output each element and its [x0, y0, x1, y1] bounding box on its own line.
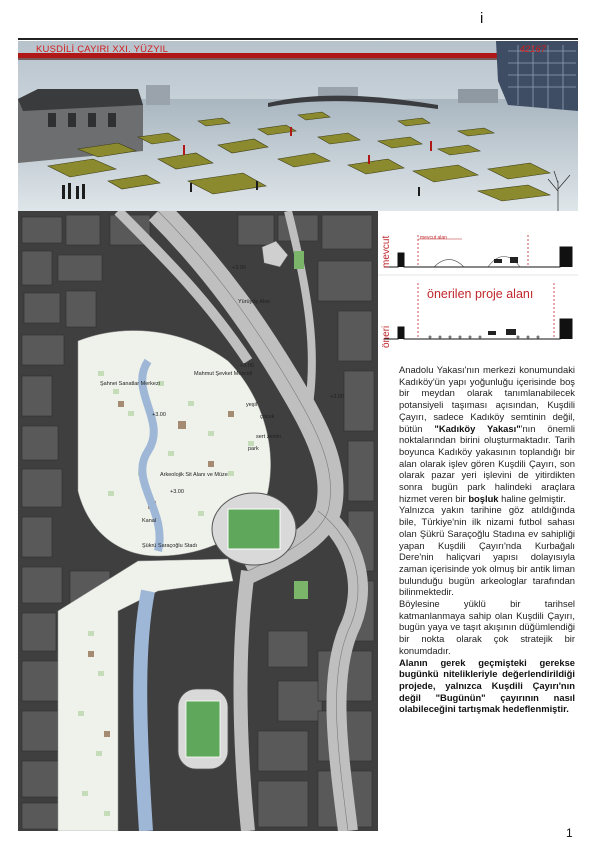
banner-render — [18, 41, 578, 211]
map-label-arkeoloji: Arkeolojik Sit Alanı ve Müze — [160, 472, 228, 478]
site-plan-drawing — [18, 211, 378, 831]
description-paragraph-2: Yalnızca yakın tarihine göz atıldığında bile, Türkiye'nin ilk nizami futbol sahası olan Şükrü Saraçoğlu Stadına ev sahipliği yapan Kuşdili Çayırı'nda Kurbağalı Dere'nin haliçvari yapısı dolayısıyla zaman içerisinde yok olmuş bir antik liman bulunduğu bugün arkeologlar tarafından bilinmektedir. — [399, 504, 575, 598]
map-label-sahne: Şahnei Sanatlar Merkezi — [100, 381, 160, 387]
map-label-level-4: +3.00 — [170, 489, 184, 495]
label-mevcut: mevcut — [381, 235, 392, 268]
description-text — [399, 364, 575, 715]
map-label-cocuk: çocuk — [260, 414, 275, 420]
map-label-park: park — [248, 446, 259, 452]
map-label-yesil: yeşil — [246, 402, 258, 408]
map-label-kanal: Kanal — [142, 518, 157, 524]
project-number: 42167 — [519, 44, 546, 55]
map-label-level-2: +3.00 — [240, 363, 254, 369]
p1-rest: 'nın önemli noktalarından birini oluşturmaktadır. Tarih boyunca Kadıköy yakasının toplandığı bir alan olarak işlev gören Kuşdili Çayırı, son olarak pazar yeri işlevini de yitirdikten sonra bugün park halindeki araçlara hizmet veren bir — [399, 422, 576, 504]
map-label-level-5: +3.00 — [152, 412, 166, 418]
section-diagram — [378, 211, 578, 356]
description-paragraph-4: Alanın gerek geçmişteki gerekse bugünkü nitelikleriyle değerlendirildiği projede, yalnızca Kuşdili Çayırı'nın değil "Bugünün" çayırının nasıl olabileceğini tartışmak hedeflenmiştir. — [399, 656, 575, 715]
label-oneri: öneri — [381, 325, 392, 348]
page-mark: i — [480, 10, 484, 27]
map-label-yuruyus: Yürüyüş Aksı — [238, 299, 271, 305]
page-number: 1 — [566, 826, 573, 840]
banner-render-image — [18, 41, 578, 211]
map-label-level-1: +3.00 — [232, 265, 246, 271]
description-paragraph-1 — [399, 364, 575, 504]
p1-end: haline gelmiştir. — [501, 492, 566, 504]
existing-area-note: mevcut alan — [420, 235, 447, 241]
description-paragraph-3: Böylesine yüklü bir tarihsel katmanlanmaya sahip olan Kuşdili Çayırı, bugün yaya ve taşıt akışının düğümlendiği bir nokta olarak çok stratejik bir konumdadır. — [399, 598, 575, 656]
site-plan-map — [18, 211, 378, 831]
project-title: KUŞDİLİ ÇAYIRI XXI. YÜZYIL — [36, 44, 169, 55]
map-label-sert-zemin: sert zemin — [256, 434, 282, 440]
p1-text: Anadolu Yakası'nın merkezi konumundaki Kadıköy'ün yapı yoğunluğu içerisinde boş bir meydan olarak tanımlanabilecek potansiyeli taşıması açısından, Kuşdili Çayırı, sadece Kadıköy semtinin değil, bütün — [399, 364, 575, 434]
p1-bold-2: boşluk — [468, 492, 499, 504]
proposed-area-title: önerilen proje alanı — [427, 287, 534, 301]
map-label-stadi: Şükrü Saraçoğlu Stadı — [142, 543, 198, 549]
header-rule — [18, 38, 578, 40]
map-label-level-3: +3.00 — [330, 394, 344, 400]
section-diagram-drawing — [378, 211, 578, 356]
map-label-mahmut: Mahmut Şevket Mescidi — [194, 371, 253, 377]
p1-bold: "Kadıköy Yakası" — [434, 422, 521, 434]
